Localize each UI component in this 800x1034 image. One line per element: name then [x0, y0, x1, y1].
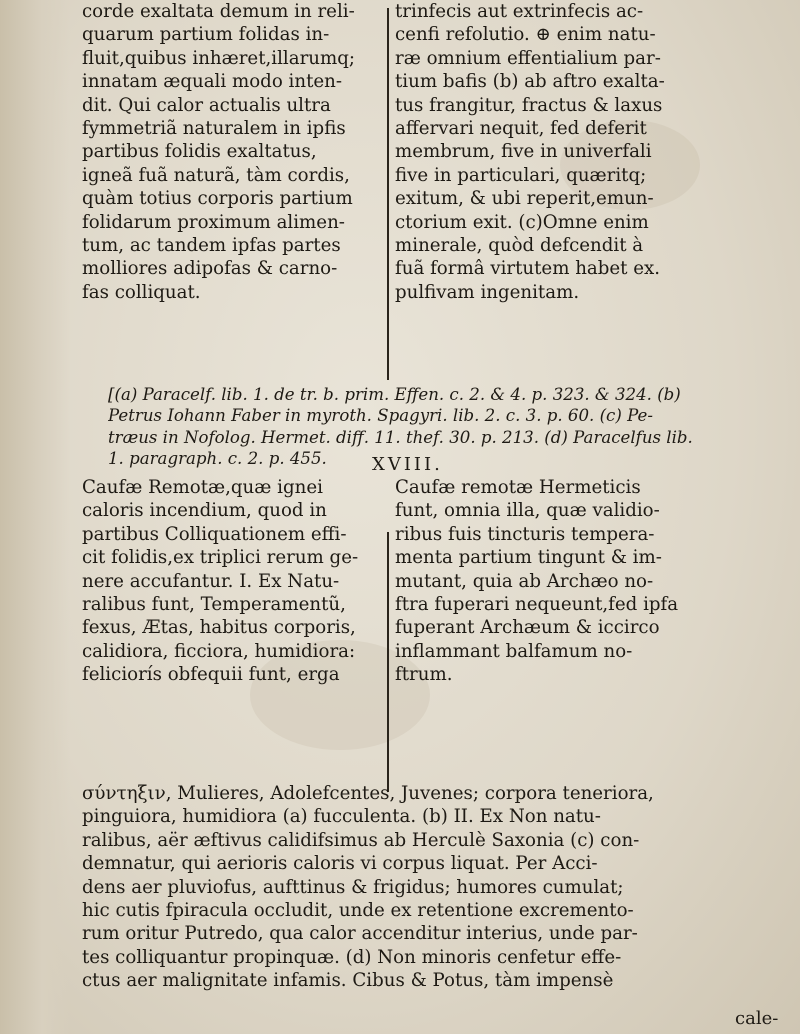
text-line: exitum, & ubi reperit,emun-	[395, 188, 654, 210]
text-line: tum, ac tandem ipfas partes	[82, 234, 341, 256]
text-line: molliores adipofas & carno-	[82, 258, 338, 280]
text-line: fymmetriã naturalem in ipfis	[82, 117, 346, 139]
right-column-bottom	[395, 476, 795, 687]
text-line: feliciorís obfequii funt, erga	[82, 664, 340, 686]
text-line: ribus fuis tincturis tempera-	[395, 523, 655, 545]
text-line: hic cutis fpiracula occludit, unde ex retentione excremento-	[82, 899, 634, 921]
text-line: ralibus funt, Temperamentũ,	[82, 593, 346, 615]
text-line: σύντηξιν, Mulieres, Adolefcentes, Juvenes; corpora teneriora,	[82, 783, 654, 804]
text-line: ræ omnium effentialium par-	[395, 47, 661, 69]
text-line: fas colliquat.	[82, 281, 201, 303]
text-line: membrum, five in univerfali	[395, 141, 652, 163]
column-divider	[387, 8, 389, 380]
footnotes	[108, 384, 798, 470]
left-column-top	[82, 0, 382, 304]
text-line: ftra fuperari nequeunt,fed ipfa	[395, 593, 679, 615]
text-line: ctus aer malignitate infamis. Cibus & Potus, tàm impensè	[82, 970, 614, 992]
text-line: [(a) Paracelf. lib. 1. de tr. b. prim. Effen. c. 2. & 4. p. 323. & 324. (b)	[108, 385, 681, 404]
text-line: fexus, Ætas, habitus corporis,	[82, 617, 356, 639]
text-line: five in particulari, quæritq;	[395, 164, 647, 186]
text-line: tus frangitur, fractus & laxus	[395, 94, 663, 116]
text-line: inflammant balfamum no-	[395, 640, 633, 662]
text-line: caloris incendium, quod in	[82, 500, 327, 522]
page-margin-shadow	[0, 0, 70, 1034]
text-line: demnatur, qui aerioris caloris vi corpus liquat. Per Acci-	[82, 853, 598, 875]
text-line: fuperant Archæum & iccirco	[395, 617, 660, 639]
text-line: partibus Colliquationem effi-	[82, 523, 347, 545]
full-width-text	[82, 782, 798, 993]
text-line: rum oritur Putredo, qua calor accenditur interius, unde par-	[82, 923, 638, 945]
text-line: Caufæ remotæ Hermeticis	[395, 477, 641, 498]
text-line: affervari nequit, fed deferit	[395, 117, 647, 139]
text-line: dens aer pluviofus, aufttinus & frigidus; humores cumulat;	[82, 876, 624, 898]
text-line: cit folidis,ex triplici rerum ge-	[82, 547, 359, 569]
text-line: Petrus Iohann Faber in myroth. Spagyri. lib. 2. c. 3. p. 60. (c) Pe-	[108, 406, 653, 426]
text-line: innatam æquali modo inten-	[82, 71, 343, 93]
text-line: quarum partium folidas in-	[82, 24, 330, 46]
text-line: 1. paragraph. c. 2. p. 455.	[108, 449, 327, 469]
text-line: calidiora, ficciora, humidiora:	[82, 640, 356, 662]
text-line: nere accufantur. I. Ex Natu-	[82, 570, 340, 592]
text-line: minerale, quòd defcendit à	[395, 234, 644, 256]
text-line: pulfivam ingenitam.	[395, 281, 580, 303]
text-line: trinfecis aut extrinfecis ac-	[395, 1, 644, 22]
column-divider	[387, 532, 389, 792]
text-line: tium bafis (b) ab aftro exalta-	[395, 71, 665, 93]
text-line: cenfi refolutio. ⊕ enim natu-	[395, 24, 656, 46]
text-line: dit. Qui calor actualis ultra	[82, 94, 331, 116]
text-line: igneã fuã naturã, tàm cordis,	[82, 164, 350, 186]
text-line: Caufæ Remotæ,quæ ignei	[82, 477, 323, 498]
text-line: menta partium tingunt & im-	[395, 547, 662, 569]
right-column-top	[395, 0, 795, 304]
text-line: quàm totius corporis partium	[82, 188, 353, 210]
text-line: ralibus, aër æftivus calidifsimus ab Herculè Saxonia (c) con-	[82, 829, 640, 851]
text-line: ctorium exit. (c)Omne enim	[395, 211, 649, 233]
text-line: corde exaltata demum in reli-	[82, 1, 355, 22]
section-number: XVIII.	[372, 454, 443, 475]
left-column-bottom	[82, 476, 382, 687]
text-line: partibus folidis exaltatus,	[82, 141, 317, 163]
catchword: cale-	[735, 1008, 779, 1029]
text-line: funt, omnia illa, quæ validio-	[395, 500, 660, 522]
text-line: tes colliquantur propinquæ. (d) Non minoris cenfetur effe-	[82, 946, 622, 968]
text-line: fluit,quibus inhæret,illarumq;	[82, 47, 355, 69]
text-line: pinguiora, humidiora (a) fucculenta. (b) II. Ex Non natu-	[82, 806, 601, 828]
text-line: folidarum proximum alimen-	[82, 211, 345, 233]
text-line: ftrum.	[395, 664, 453, 686]
text-line: fuã formâ virtutem habet ex.	[395, 258, 661, 280]
text-line: mutant, quia ab Archæo no-	[395, 570, 654, 592]
text-line: træus in Nofolog. Hermet. diff. 11. thef. 30. p. 213. (d) Paracelfus lib.	[108, 427, 693, 447]
